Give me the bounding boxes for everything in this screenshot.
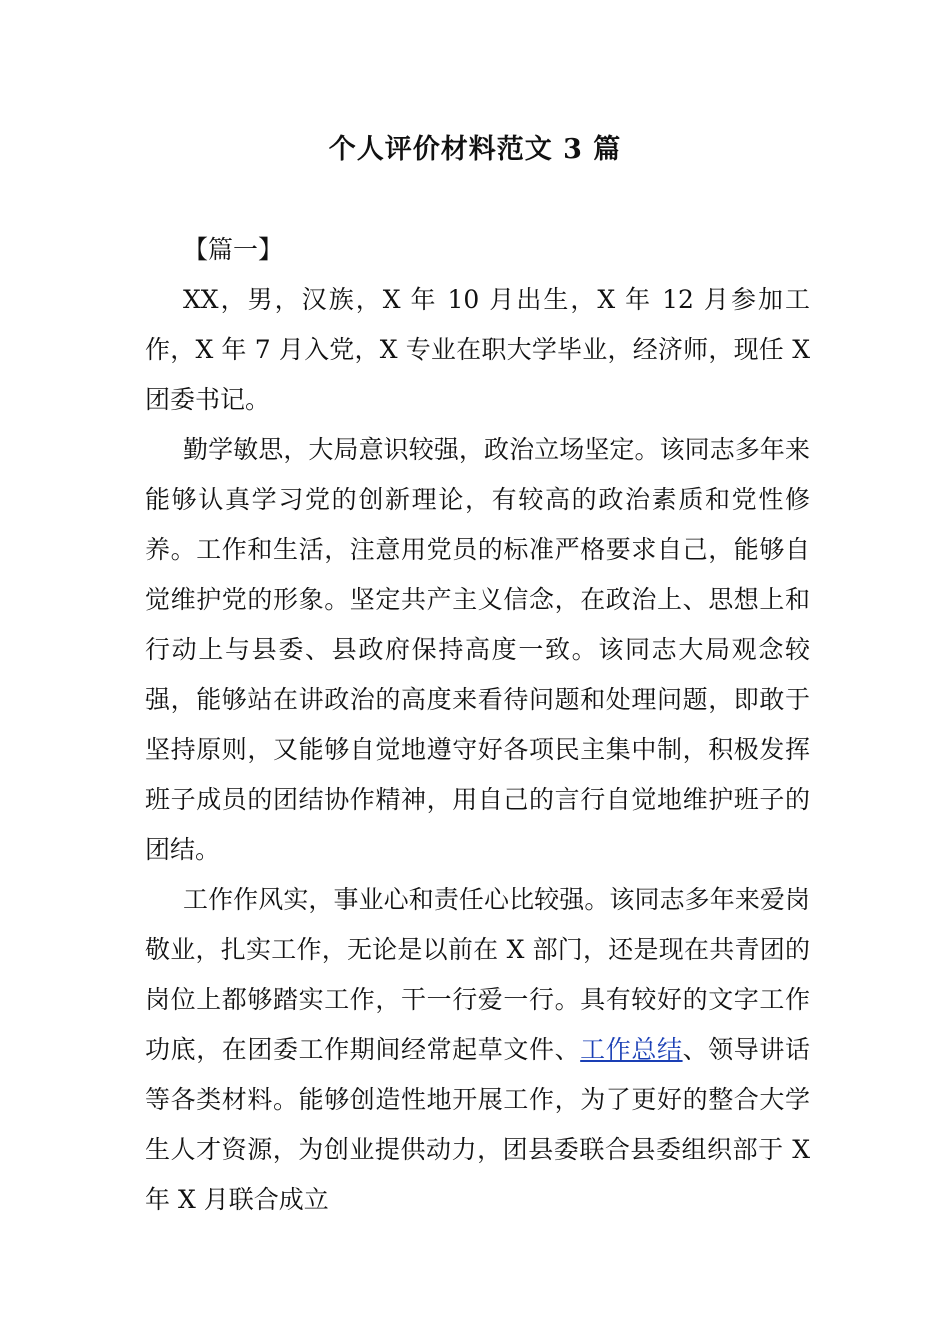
document-body: [145, 225, 810, 1225]
work-summary-link[interactable]: 工作总结: [580, 1035, 683, 1064]
paragraph-profile: XX，男，汉族，X 年 10 月出生，X 年 12 月参加工作，X 年 7 月入党，X 专业在职大学毕业，经济师，现任 X 团委书记。: [145, 285, 810, 414]
paragraph-work-style-text-end: 、领导讲话等各类材料。能够创造性地开展工作，为了更好的整合大学生人才资源，为创业提供动力，团县委联合县委组织部于 X 年 X 月联合成立: [145, 1035, 810, 1214]
section-heading: 【篇一】: [183, 235, 284, 264]
paragraph-political-quality: 勤学敏思，大局意识较强，政治立场坚定。该同志多年来能够认真学习党的创新理论，有较高的政治素质和党性修养。工作和生活，注意用党员的标准严格要求自己，能够自觉维护党的形象。坚定共产主义信念，在政治上、思想上和行动上与县委、县政府保持高度一致。该同志大局观念较强，能够站在讲政治的高度来看待问题和处理问题，即敢于坚持原则，又能够自觉地遵守好各项民主集中制，积极发挥班子成员的团结协作精神，用自己的言行自觉地维护班子的团结。: [145, 435, 810, 864]
paragraph-work-style: [145, 875, 810, 1225]
document-title: 个人评价材料范文 3 篇: [328, 134, 622, 165]
paragraph-work-style-text-start: 工作作风实，事业心和责任心比较强。该同志多年来爱岗敬业，扎实工作，无论是以前在 X 部门，还是现在共青团的岗位上都够踏实工作，干一行爱一行。具有较好的文字工作功底，在团委工作期间经常起草文件、: [145, 885, 810, 1064]
